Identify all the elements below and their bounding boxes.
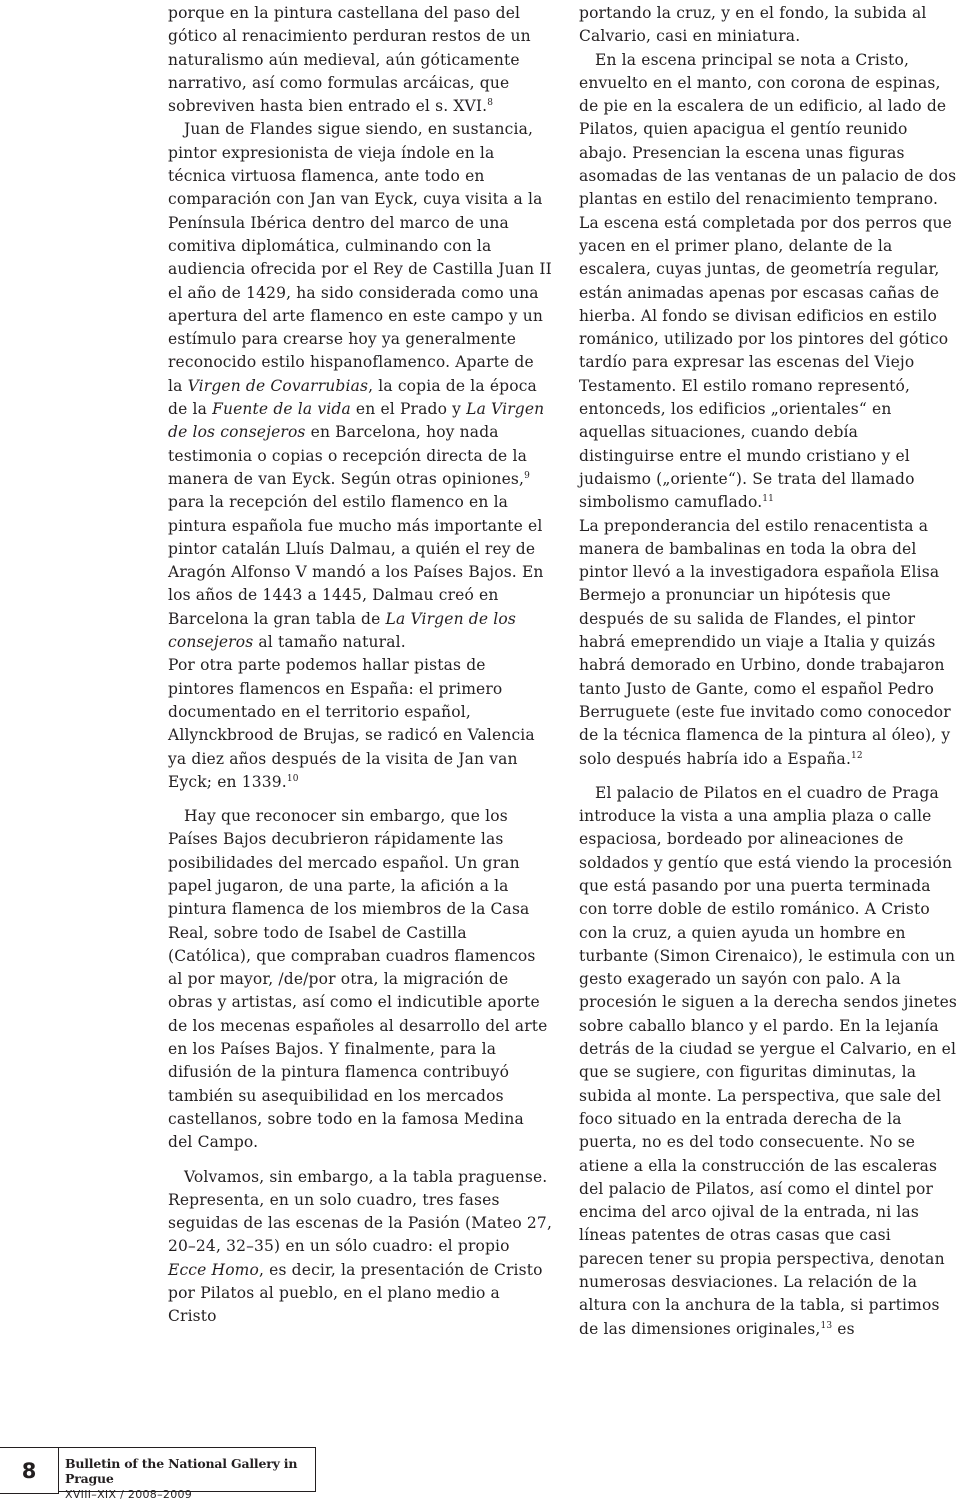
footnote-ref: 13 xyxy=(820,1320,833,1331)
italic-title: Ecce Homo xyxy=(168,1260,260,1279)
italic-title: La Virgen de los consejeros xyxy=(168,609,516,652)
text-run: La preponderancia del estilo renacentista a manera de bambalinas en toda la obra del pintor llevó a la investigadora española Elisa Bermejo a pronunciar un hipótesis que después de su salida de Flandes, el pintor habrá emeprendido un viaje a Italia y quizás habrá demorado en Urbino, donde trabajaron tanto Justo de Gante, como el español Pedro Berruguete (este fue invitado como conocedor de la técnica flamenca de la pintura al óleo), y solo después habría ido a España. xyxy=(579,516,951,768)
left-text-column xyxy=(168,2,553,1329)
paragraph xyxy=(579,49,957,515)
text-run: , la copia de la época de la xyxy=(168,376,537,419)
text-run: Por otra parte podemos hallar pistas de pintores flamencos en España: el primero documentado en el territorio español, Allynckbrood de Brujas, se radicó en Valencia ya diez años después de la visita de Jan van Eyck; en 1339. xyxy=(168,656,535,791)
text-run: porque en la pintura castellana del paso del gótico al renacimiento perduran restos de un naturalismo aún medieval, aún góticamente narrativo, así como formulas arcáicas, que sobreviven hasta bien entrado el s. XVI. xyxy=(168,4,531,116)
paragraph xyxy=(168,118,553,654)
italic-title: La Virgen de los consejeros xyxy=(168,400,545,442)
italic-title: Virgen de Covarrubias xyxy=(187,376,369,395)
footnote-ref: 8 xyxy=(487,98,494,109)
page-number: 8 xyxy=(0,1447,59,1494)
footnote-ref: 11 xyxy=(762,494,775,505)
paragraph xyxy=(168,2,553,118)
paragraph xyxy=(579,782,957,1341)
text-run: En la escena principal se nota a Cristo, envuelto en el manto, con corona de espinas, de pie en la escalera de un edificio, al lado de Pilatos, quien apacigua el gentío reunido abajo. Presencian la escena unas figuras asomadas de las ventanas de un palacio de dos plantas en estilo del renacimiento temprano. La escena está completada por dos perros que yacen en el primer plano, delante de la escalera, cuyas juntas, de geometría regular, están animadas apenas por escasas cañas de hierba. Al fondo se divisan edificios en estilo románico, utilizado por los pintores del gótico tardío para expresar las escenas del Viejo Testamento. El estilo romano representó, entonceds, los edificios „orientales“ en aquellas situaciones, cuando debía distinguirse entre el mundo cristiano y el judaismo („oriente“). Se trata del llamado simbolismo camuflado. xyxy=(579,50,957,512)
italic-title: Fuente de la vida xyxy=(212,400,351,419)
text-run: Hay que reconocer sin embargo, que los Países Bajos decubrieron rápidamente las posibilidades del mercado español. Un gran papel jugaron, de una parte, la afición a la pintura flamenca de los miembros de la Casa Real, sobre todo de Isabel de Castilla (Católica), que compraban cuadros flamencos al por mayor, /de/por otra, la migración de obras y artistas, así como el indicutible aporte de los mecenas españoles al desarrollo del arte en los Países Bajos. Y finalmente, para la difusión de la pintura flamenca contribuyó también su asequibilidad en los mercados castellanos, sobre todo en la famosa Medina del Campo. xyxy=(168,807,548,1152)
text-run: El palacio de Pilatos en el cuadro de Praga introduce la vista a una amplia plaza o calle espaciosa, bordeado por alineaciones de soldados y gentío que está viendo la procesión que está pasando por una puerta terminada con torre doble de estilo románico. A Cristo con la cruz, a quien ayuda un hombre en turbante (Simon Cirenaico), le estimula con un gesto exagerado un sayón con palo. A la procesión le siguen a la derecha sendos jinetes sobre caballo blanco y el pardo. En la lejanía detrás de la ciudad se yergue el Calvario, en el que se sugiere, con figuritas diminutas, la subida al monte. La perspectiva, que sale del foco situado en la entrada derecha de la puerta, no es del todo consecuente. No se atiene a ella la construcción de las escaleras del palacio de Pilatos, así como el dintel por encima del arco ojival de la entrada, ni las líneas patentes de otras casas que casi parecen tener su propia perspectiva, denotan numerosas desviaciones. La relación de la altura con la anchura de la tabla, si partimos de las dimensiones originales, xyxy=(579,783,957,1338)
text-run: al tamaño natural. xyxy=(253,633,406,652)
bulletin-volume: XVIII–XIX / 2008–2009 xyxy=(65,1488,193,1501)
text-run: Volvamos, sin embargo, a la tabla praguense. Representa, en un solo cuadro, tres fases seguidas de las escenas de la Pasión (Mateo 27, 20–24, 32–35) en un sólo cuadro: el propio xyxy=(168,1167,553,1256)
page-footer xyxy=(0,1447,320,1501)
text-run: es xyxy=(832,1319,855,1338)
footnote-ref: 12 xyxy=(851,750,863,761)
paragraph xyxy=(168,1166,553,1329)
text-run: en Barcelona, hoy nada testimonia o copias o recepción directa de la manera de van Eyck. Según otras opiniones, xyxy=(168,423,527,488)
bulletin-title: Bulletin of the National Gallery in Prague xyxy=(65,1456,298,1486)
paragraph xyxy=(168,805,553,1154)
footnote-ref: 9 xyxy=(524,470,531,481)
paragraph xyxy=(579,2,957,49)
paragraph xyxy=(579,515,957,771)
text-run: para la recepción del estilo flamenco en la pintura española fue mucho más importante el pintor catalán Lluís Dalmau, a quién el rey de Aragón Alfonso V mandó a los Países Bajos. En los años de 1443 a 1445, Dalmau creó en Barcelona la gran tabla de xyxy=(168,493,544,628)
text-run: en el Prado y xyxy=(350,400,467,419)
bulletin-box xyxy=(58,1447,316,1501)
paragraph xyxy=(168,654,553,794)
text-run: portando la cruz, y en el fondo, la subida al Calvario, casi en miniatura. xyxy=(579,4,927,46)
right-text-column xyxy=(579,2,957,1341)
footnote-ref: 10 xyxy=(286,773,299,784)
text-run: Juan de Flandes sigue siendo, en sustancia, pintor expresionista de vieja índole en la técnica virtuosa flamenca, ante todo en comparación con Jan van Eyck, cuya visita a la Península Ibérica dentro del marco de una comitiva diplomática, culminando con la audiencia ofrecida por el Rey de Castilla Juan II el año de 1429, ha sido considerada como una apertura del arte flamenco en este campo y un estímulo para crearse hoy ya generalmente reconocido estilo hispanoflamenco. Aparte de la xyxy=(168,120,552,395)
text-run: , es decir, la presentación de Cristo por Pilatos al pueblo, en el plano medio a Cristo xyxy=(168,1260,543,1326)
